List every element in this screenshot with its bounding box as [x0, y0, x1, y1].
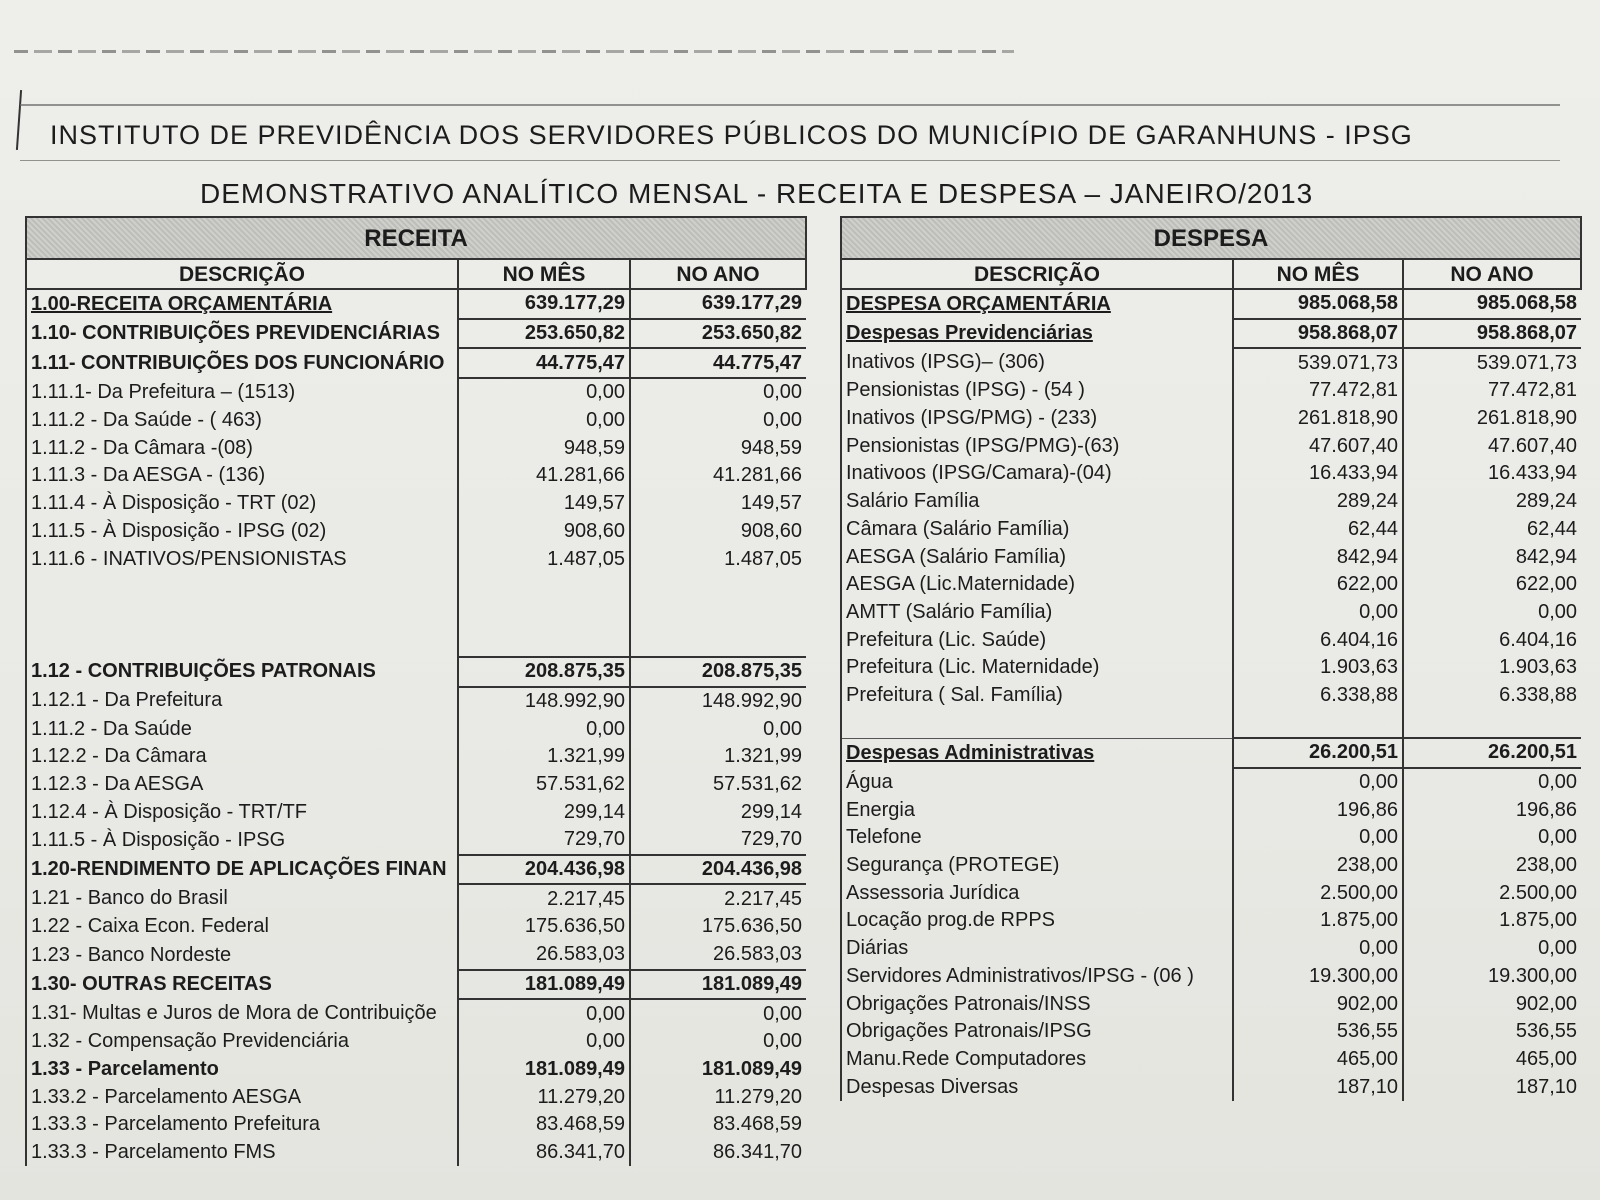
despesa-mes: 238,00 — [1233, 852, 1403, 880]
receita-mes: 181.089,49 — [458, 970, 630, 1000]
document-title: DEMONSTRATIVO ANALÍTICO MENSAL - RECEITA E DESPESA – JANEIRO/2013 — [200, 178, 1314, 209]
despesa-ano: 62,44 — [1403, 516, 1581, 544]
receita-desc: 1.32 - Compensação Previdenciária — [26, 1028, 458, 1056]
despesa-ano: 26.200,51 — [1403, 738, 1581, 768]
receita-mes: 253.650,82 — [458, 319, 630, 349]
despesa-mes: 0,00 — [1233, 935, 1403, 963]
receita-body — [26, 289, 806, 1166]
despesa-ano: 2.500,00 — [1403, 879, 1581, 907]
despesa-desc: Inativos (IPSG/PMG) - (233) — [846, 407, 1098, 430]
despesa-ano: 196,86 — [1403, 796, 1581, 824]
despesa-desc: Assessoria Jurídica — [846, 881, 1020, 904]
despesa-mes: 0,00 — [1233, 824, 1403, 852]
receita-desc: 1.11.1- Da Prefeitura – (1513) — [26, 378, 458, 407]
receita-desc: 1.11.6 - INATIVOS/PENSIONISTAS — [26, 545, 458, 573]
despesa-mes: 2.500,00 — [1233, 879, 1403, 907]
receita-mes: 639.177,29 — [458, 289, 630, 319]
despesa-desc: Despesas Administrativas — [846, 741, 1095, 764]
receita-mes: 86.341,70 — [458, 1139, 630, 1167]
receita-mes: 26.583,03 — [458, 941, 630, 970]
receita-mes: 0,00 — [458, 715, 630, 743]
despesa-ano: 6.404,16 — [1403, 626, 1581, 654]
receita-ano: 181.089,49 — [630, 1056, 806, 1084]
despesa-mes: 19.300,00 — [1233, 963, 1403, 991]
receita-desc: 1.33.3 - Parcelamento Prefeitura — [26, 1111, 458, 1139]
despesa-mes: 6.404,16 — [1233, 626, 1403, 654]
receita-mes: 57.531,62 — [458, 771, 630, 799]
despesa-ano: 19.300,00 — [1403, 963, 1581, 991]
despesa-ano: 6.338,88 — [1403, 682, 1581, 710]
despesa-desc: Inativoos (IPSG/Camara)-(04) — [846, 462, 1112, 485]
receita-desc: 1.12.1 - Da Prefeitura — [26, 687, 458, 716]
despesa-mes: 16.433,94 — [1233, 460, 1403, 488]
receita-desc: 1.20-RENDIMENTO DE APLICAÇÕES FINAN — [26, 855, 458, 885]
despesa-mes: 465,00 — [1233, 1046, 1403, 1074]
margin-mark — [16, 90, 22, 150]
receita-ano: 26.583,03 — [630, 941, 806, 970]
despesa-desc: Telefone — [846, 826, 922, 849]
receita-mes: 0,00 — [458, 1028, 630, 1056]
despesa-desc: Obrigações Patronais/IPSG — [846, 1020, 1092, 1043]
receita-col-no-ano: NO ANO — [630, 259, 806, 289]
despesa-ano: 902,00 — [1403, 990, 1581, 1018]
receita-desc: 1.23 - Banco Nordeste — [26, 941, 458, 970]
receita-desc: 1.12.3 - Da AESGA — [26, 771, 458, 799]
receita-mes: 11.279,20 — [458, 1083, 630, 1111]
despesa-ano: 539.071,73 — [1403, 348, 1581, 377]
receita-ano: 44.775,47 — [630, 348, 806, 378]
receita-section-header: RECEITA — [26, 217, 806, 259]
receita-desc: 1.00-RECEITA ORÇAMENTÁRIA — [26, 289, 458, 319]
receita-desc: 1.22 - Caixa Econ. Federal — [26, 913, 458, 941]
despesa-mes: 1.875,00 — [1233, 907, 1403, 935]
despesa-mes: 289,24 — [1233, 488, 1403, 516]
receita-ano: 83.468,59 — [630, 1111, 806, 1139]
despesa-desc: AESGA (Lic.Maternidade) — [846, 573, 1075, 596]
receita-mes: 299,14 — [458, 798, 630, 826]
despesa-ano: 261.818,90 — [1403, 405, 1581, 433]
receita-ano: 204.436,98 — [630, 855, 806, 885]
receita-ano: 1.487,05 — [630, 545, 806, 573]
despesa-desc: AMTT (Salário Família) — [846, 600, 1053, 623]
despesa-desc: Diárias — [846, 937, 909, 960]
header-rule-bottom — [20, 160, 1560, 161]
despesa-ano: 77.472,81 — [1403, 377, 1581, 405]
despesa-ano: 842,94 — [1403, 543, 1581, 571]
receita-mes: 948,59 — [458, 434, 630, 462]
despesa-table — [840, 216, 1582, 1101]
receita-mes: 204.436,98 — [458, 855, 630, 885]
despesa-mes: 47.607,40 — [1233, 432, 1403, 460]
despesa-desc: Prefeitura ( Sal. Família) — [846, 683, 1063, 706]
receita-desc: 1.11.2 - Da Saúde - ( 463) — [26, 407, 458, 435]
despesa-ano: 1.875,00 — [1403, 907, 1581, 935]
receita-ano: 11.279,20 — [630, 1083, 806, 1111]
despesa-mes: 196,86 — [1233, 796, 1403, 824]
despesa-mes: 539.071,73 — [1233, 348, 1403, 377]
despesa-ano: 289,24 — [1403, 488, 1581, 516]
receita-desc: 1.11.2 - Da Câmara -(08) — [26, 434, 458, 462]
receita-ano: 0,00 — [630, 715, 806, 743]
scan-streak — [14, 50, 1014, 53]
receita-ano: 0,00 — [630, 999, 806, 1028]
despesa-desc: Pensionistas (IPSG/PMG)-(63) — [846, 434, 1120, 457]
receita-ano: 86.341,70 — [630, 1139, 806, 1167]
receita-desc: 1.31- Multas e Juros de Mora de Contribuiçõe — [26, 999, 458, 1028]
despesa-desc: Despesas Previdenciárias — [846, 322, 1093, 345]
receita-ano: 908,60 — [630, 518, 806, 546]
receita-desc: 1.30- OUTRAS RECEITAS — [26, 970, 458, 1000]
despesa-desc: Segurança (PROTEGE) — [846, 854, 1060, 877]
institute-name: INSTITUTO DE PREVIDÊNCIA DOS SERVIDORES PÚBLICOS DO MUNICÍPIO DE GARANHUNS - IPSG — [50, 120, 1413, 150]
despesa-ano: 0,00 — [1403, 935, 1581, 963]
despesa-section-header: DESPESA — [841, 217, 1581, 259]
receita-desc: 1.11.5 - À Disposição - IPSG — [26, 826, 458, 855]
despesa-mes: 187,10 — [1233, 1073, 1403, 1101]
despesa-desc: Inativos (IPSG)– (306) — [846, 351, 1045, 374]
receita-mes: 41.281,66 — [458, 462, 630, 490]
despesa-mes: 261.818,90 — [1233, 405, 1403, 433]
receita-mes: 148.992,90 — [458, 687, 630, 716]
despesa-desc: Salário Família — [846, 490, 980, 513]
despesa-mes: 0,00 — [1233, 599, 1403, 627]
receita-ano: 0,00 — [630, 378, 806, 407]
despesa-ano: 0,00 — [1403, 824, 1581, 852]
receita-desc: 1.12 - CONTRIBUIÇÕES PATRONAIS — [26, 657, 458, 687]
despesa-ano: 0,00 — [1403, 768, 1581, 797]
receita-desc: 1.11.4 - À Disposição - TRT (02) — [26, 490, 458, 518]
receita-ano: 729,70 — [630, 826, 806, 855]
receita-desc: 1.11.5 - À Disposição - IPSG (02) — [26, 518, 458, 546]
despesa-mes: 6.338,88 — [1233, 682, 1403, 710]
receita-desc: 1.33 - Parcelamento — [26, 1056, 458, 1084]
despesa-desc: Água — [846, 770, 893, 793]
receita-ano: 253.650,82 — [630, 319, 806, 349]
despesa-desc: Câmara (Salário Família) — [846, 517, 1070, 540]
despesa-body — [841, 289, 1581, 1101]
despesa-mes: 958.868,07 — [1233, 319, 1403, 349]
despesa-desc: Locação prog.de RPPS — [846, 909, 1056, 932]
receita-desc: 1.12.4 - À Disposição - TRT/TF — [26, 798, 458, 826]
receita-col-descricao: DESCRIÇÃO — [26, 259, 458, 289]
receita-desc: 1.11.2 - Da Saúde — [26, 715, 458, 743]
despesa-col-no-mes: NO MÊS — [1233, 259, 1403, 289]
receita-ano: 149,57 — [630, 490, 806, 518]
despesa-desc: Obrigações Patronais/INSS — [846, 992, 1091, 1015]
receita-desc: 1.11- CONTRIBUIÇÕES DOS FUNCIONÁRIO — [26, 348, 458, 378]
receita-mes: 908,60 — [458, 518, 630, 546]
receita-desc: 1.33.2 - Parcelamento AESGA — [26, 1083, 458, 1111]
despesa-desc: Servidores Administrativos/IPSG - (06 ) — [846, 964, 1194, 987]
receita-mes: 0,00 — [458, 407, 630, 435]
despesa-mes: 902,00 — [1233, 990, 1403, 1018]
receita-mes: 175.636,50 — [458, 913, 630, 941]
receita-mes: 83.468,59 — [458, 1111, 630, 1139]
despesa-mes: 26.200,51 — [1233, 738, 1403, 768]
receita-mes: 0,00 — [458, 999, 630, 1028]
receita-ano: 639.177,29 — [630, 289, 806, 319]
despesa-mes: 62,44 — [1233, 516, 1403, 544]
receita-desc: 1.21 - Banco do Brasil — [26, 884, 458, 913]
receita-mes: 1.487,05 — [458, 545, 630, 573]
despesa-desc: Manu.Rede Computadores — [846, 1047, 1087, 1070]
despesa-col-no-ano: NO ANO — [1403, 259, 1581, 289]
despesa-ano: 985.068,58 — [1403, 289, 1581, 319]
despesa-desc: Despesas Diversas — [846, 1075, 1019, 1098]
receita-mes: 44.775,47 — [458, 348, 630, 378]
receita-ano: 0,00 — [630, 1028, 806, 1056]
despesa-ano: 536,55 — [1403, 1018, 1581, 1046]
despesa-ano: 622,00 — [1403, 571, 1581, 599]
receita-mes: 0,00 — [458, 378, 630, 407]
receita-ano: 148.992,90 — [630, 687, 806, 716]
receita-desc: 1.12.2 - Da Câmara — [26, 743, 458, 771]
despesa-ano: 47.607,40 — [1403, 432, 1581, 460]
despesa-desc: AESGA (Salário Família) — [846, 545, 1067, 568]
despesa-ano: 187,10 — [1403, 1073, 1581, 1101]
receita-mes: 208.875,35 — [458, 657, 630, 687]
despesa-desc: Pensionistas (IPSG) - (54 ) — [846, 379, 1085, 402]
receita-desc: 1.11.3 - Da AESGA - (136) — [26, 462, 458, 490]
receita-ano: 0,00 — [630, 407, 806, 435]
receita-ano: 2.217,45 — [630, 884, 806, 913]
despesa-ano: 465,00 — [1403, 1046, 1581, 1074]
receita-ano: 57.531,62 — [630, 771, 806, 799]
despesa-ano: 16.433,94 — [1403, 460, 1581, 488]
receita-ano: 299,14 — [630, 798, 806, 826]
despesa-ano: 1.903,63 — [1403, 654, 1581, 682]
despesa-mes: 536,55 — [1233, 1018, 1403, 1046]
receita-mes: 729,70 — [458, 826, 630, 855]
despesa-ano: 958.868,07 — [1403, 319, 1581, 349]
receita-ano: 948,59 — [630, 434, 806, 462]
despesa-mes: 0,00 — [1233, 768, 1403, 797]
despesa-mes: 622,00 — [1233, 571, 1403, 599]
receita-ano: 1.321,99 — [630, 743, 806, 771]
header-rule-top — [20, 104, 1560, 106]
despesa-desc: Prefeitura (Lic. Saúde) — [846, 628, 1047, 651]
receita-ano: 41.281,66 — [630, 462, 806, 490]
receita-mes: 1.321,99 — [458, 743, 630, 771]
despesa-mes: 77.472,81 — [1233, 377, 1403, 405]
receita-ano: 208.875,35 — [630, 657, 806, 687]
receita-mes: 181.089,49 — [458, 1056, 630, 1084]
despesa-mes: 985.068,58 — [1233, 289, 1403, 319]
receita-ano: 181.089,49 — [630, 970, 806, 1000]
despesa-desc: DESPESA ORÇAMENTÁRIA — [846, 292, 1111, 315]
despesa-ano: 238,00 — [1403, 852, 1581, 880]
receita-table — [25, 216, 807, 1166]
receita-desc: 1.33.3 - Parcelamento FMS — [26, 1139, 458, 1167]
receita-ano: 175.636,50 — [630, 913, 806, 941]
despesa-ano: 0,00 — [1403, 599, 1581, 627]
despesa-col-descricao: DESCRIÇÃO — [841, 259, 1233, 289]
receita-mes: 2.217,45 — [458, 884, 630, 913]
despesa-desc: Energia — [846, 798, 915, 821]
despesa-mes: 842,94 — [1233, 543, 1403, 571]
receita-col-no-mes: NO MÊS — [458, 259, 630, 289]
despesa-mes: 1.903,63 — [1233, 654, 1403, 682]
receita-desc: 1.10- CONTRIBUIÇÕES PREVIDENCIÁRIAS — [26, 319, 458, 349]
despesa-desc: Prefeitura (Lic. Maternidade) — [846, 656, 1100, 679]
receita-mes: 149,57 — [458, 490, 630, 518]
